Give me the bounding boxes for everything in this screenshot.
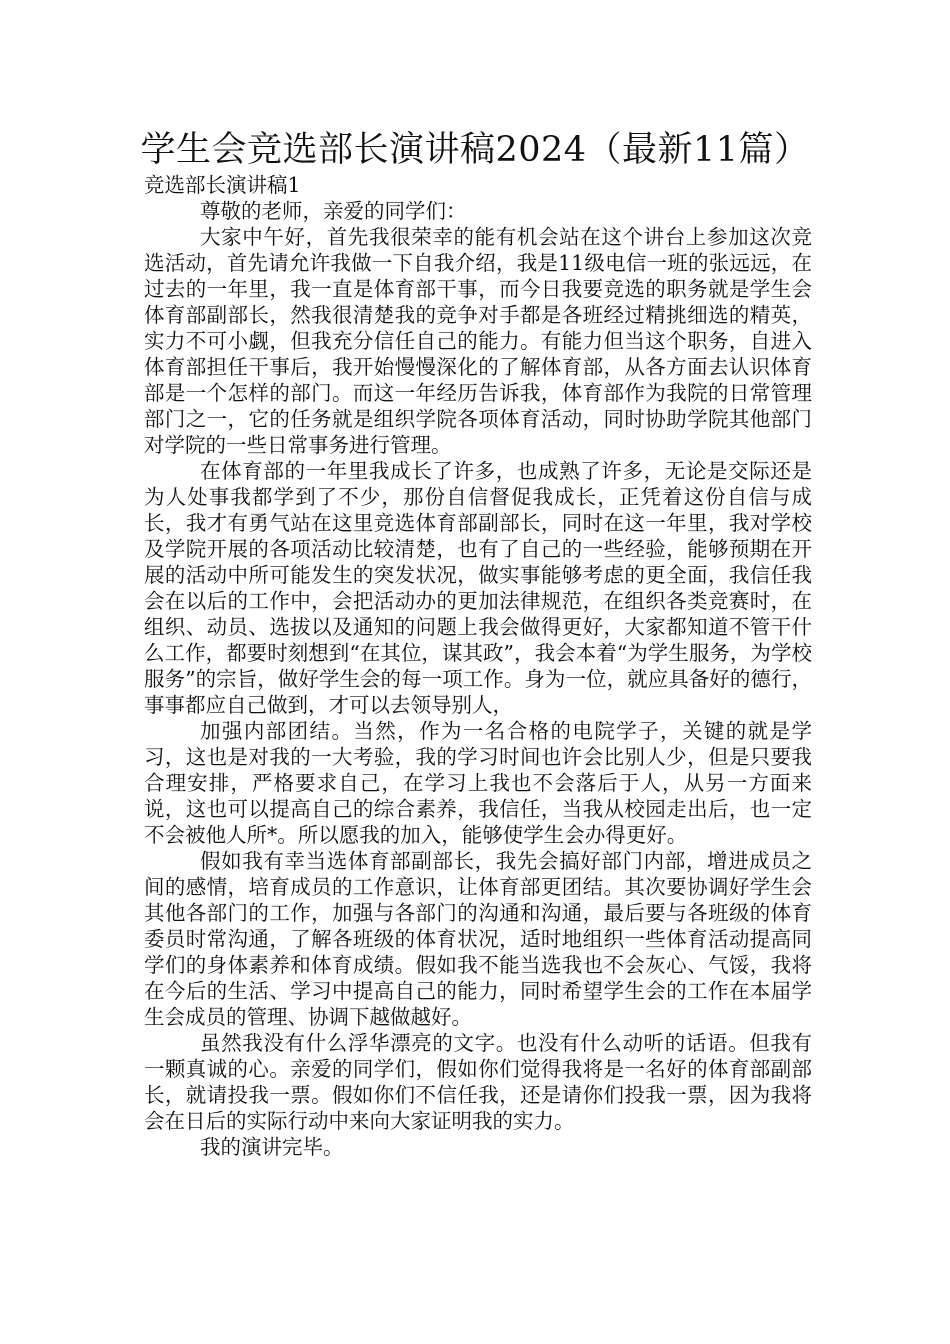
body-paragraph: 加强内部团结。当然，作为一名合格的电院学子，关键的就是学习，这也是对我的一大考验，我的学习时间也许会比别人少，但是只要我合理安排，严格要求自己，在学习上我也不会落后于人，从另一方面来说，这也可以提高自己的综合素养，我信任，当我从校园走出后，也一定不会被他人所*。所以愿我的加入，能够使学生会办得更好。 [144,719,812,847]
body-paragraph: 假如我有幸当选体育部副部长，我先会搞好部门内部，增进成员之间的感情，培育成员的工作意识，让体育部更团结。其次要协调好学生会其他各部门的工作，加强与各部门的沟通和沟通，最后要与各班级的体育委员时常沟通，了解各班级的体育状况，适时地组织一些体育活动提高同学们的身体素养和体育成绩。假如我不能当选我也不会灰心、气馁，我将在今后的生活、学习中提高自己的能力，同时希望学生会的工作在本届学生会成员的管理、协调下越做越好。 [144,849,812,1029]
document-body [144,172,812,1160]
body-paragraph: 在体育部的一年里我成长了许多，也成熟了许多，无论是交际还是为人处事我都学到了不少，那份自信督促我成长，正凭着这份自信与成长，我才有勇气站在这里竞选体育部副部长，同时在这一年里，我对学校及学院开展的各项活动比较清楚，也有了自己的一些经验，能够预期在开展的活动中所可能发生的突发状况，做实事能够考虑的更全面，我信任我会在以后的工作中，会把活动办的更加法律规范，在组织各类竞赛时，在组织、动员、选拔以及通知的问题上我会做得更好，大家都知道不管干什么工作，都要时刻想到“在其位，谋其政”，我会本着“为学生服务，为学校服务”的宗旨，做好学生会的每一项工作。身为一位，就应具备好的德行，事事都应自己做到，才可以去领导别人， [144,459,812,717]
body-paragraph: 虽然我没有什么浮华漂亮的文字。也没有什么动听的话语。但我有一颗真诚的心。亲爱的同学们，假如你们觉得我将是一名好的体育部副部长，就请投我一票。假如你们不信任我，还是请你们投我一票，因为我将会在日后的实际行动中来向大家证明我的实力。 [144,1031,812,1133]
greeting-paragraph: 尊敬的老师，亲爱的同学们： [200,199,467,223]
closing-paragraph: 我的演讲完毕。 [200,1135,344,1159]
document-title: 学生会竞选部长演讲稿2024（最新11篇） [140,130,810,170]
section-heading: 竞选部长演讲稿1 [144,173,301,197]
body-paragraph: 大家中午好，首先我很荣幸的能有机会站在这个讲台上参加这次竞选活动，首先请允许我做一下自我介绍，我是11级电信一班的张远远，在过去的一年里，我一直是体育部干事，而今日我要竞选的职务就是学生会体育部副部长，然我很清楚我的竞争对手都是各班经过精挑细选的精英，实力不可小觑，但我充分信任自己的能力。有能力但当这个职务，自进入体育部担任干事后，我开始慢慢深化的了解体育部，从各方面去认识体育部是一个怎样的部门。而这一年经历告诉我，体育部作为我院的日常管理部门之一，它的任务就是组织学院各项体育活动，同时协助学院其他部门对学院的一些日常事务进行管理。 [144,225,812,457]
